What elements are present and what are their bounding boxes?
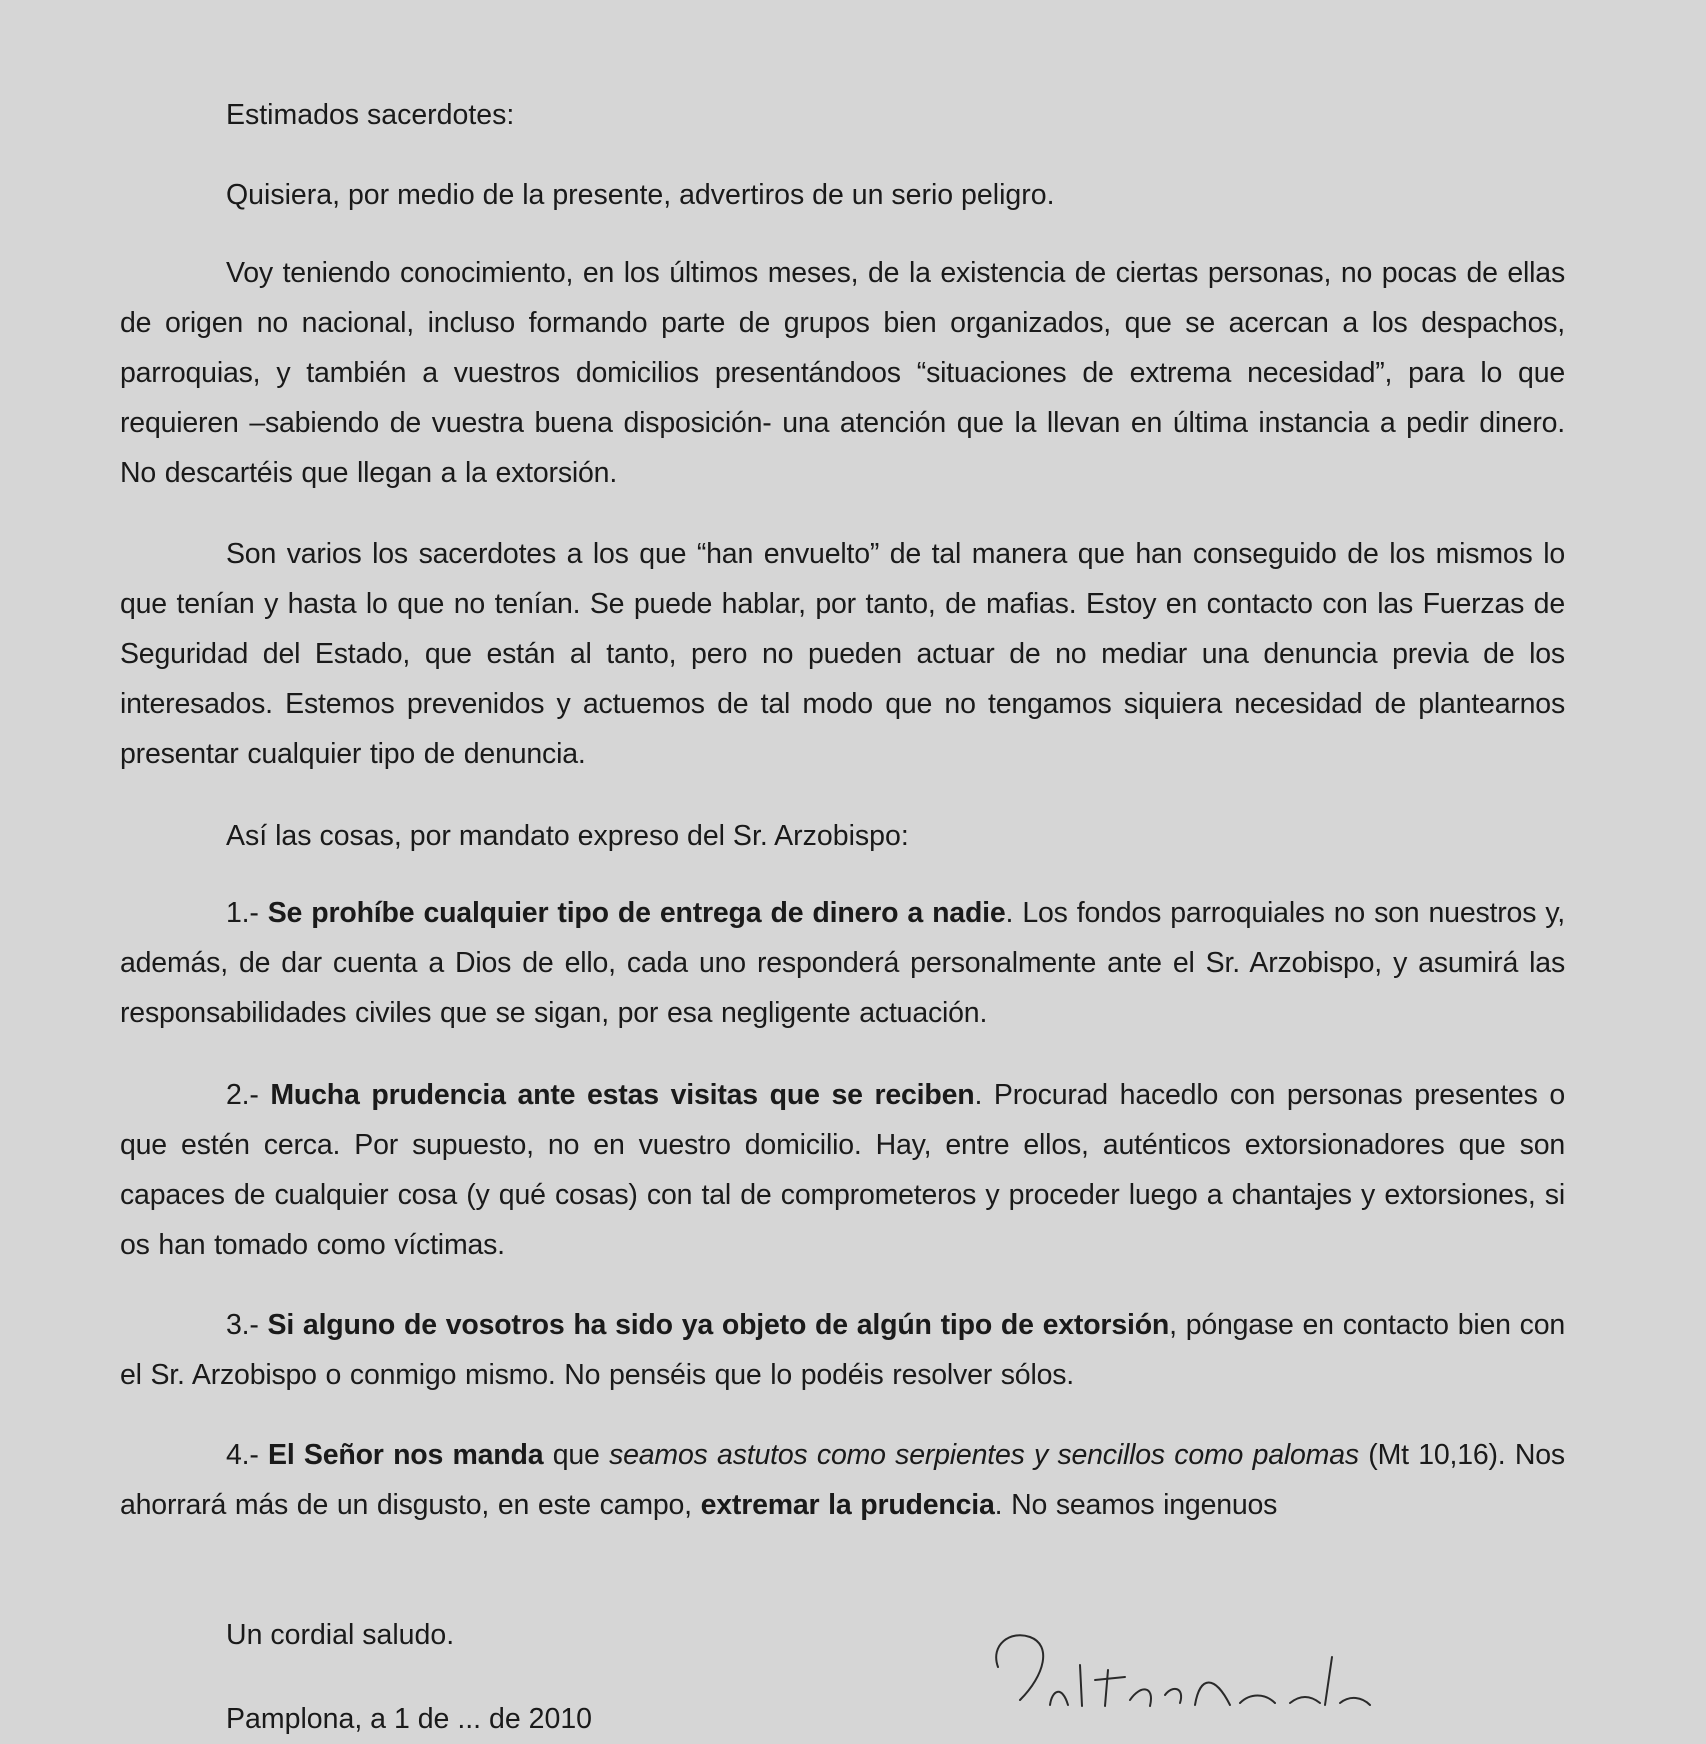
salutation: Estimados sacerdotes: xyxy=(226,99,515,131)
point-3: 3.- Si alguno de vosotros ha sido ya objeto de algún tipo de extorsión, póngase en contacto bien con el Sr. Arzobispo o conmigo mismo. No penséis que lo podéis resolver sólos. xyxy=(120,1309,1565,1391)
intro-paragraph: Quisiera, por medio de la presente, advertiros de un serio peligro. xyxy=(226,179,1055,211)
point-2-bold: Mucha prudencia ante estas visitas que se reciben xyxy=(270,1079,975,1111)
point-2: 2.- Mucha prudencia ante estas visitas que se reciben. Procurad hacedlo con personas presentes o que estén cerca. Por supuesto, no en vuestro domicilio. Hay, entre ellos, auténticos extorsionadores que son capaces de cualquier cosa (y qué cosas) con tal de comprometeros y proceder luego a chantajes y extorsiones, si os han tomado como víctimas. xyxy=(120,1079,1565,1261)
point-3-bold: Si alguno de vosotros ha sido ya objeto de algún tipo de extorsión xyxy=(267,1309,1170,1341)
point-4: 4.- El Señor nos manda que seamos astutos como serpientes y sencillos como palomas (Mt 10,16). Nos ahorrará más de un disgusto, en este campo, extremar la prudencia. No seamos ingenuos xyxy=(120,1439,1565,1521)
point-4-bold-2: extremar la prudencia xyxy=(700,1489,995,1521)
point-1: 1.- Se prohíbe cualquier tipo de entrega de dinero a nadie. Los fondos parroquiales no son nuestros y, además, de dar cuenta a Dios de ello, cada uno responderá personalmente ante el Sr. Arzobispo, y asumirá las responsabilidades civiles que se sigan, por esa negligente actuación. xyxy=(120,897,1565,1029)
date-line-clipped: Pamplona, a 1 de ... de 2010 xyxy=(226,1703,593,1735)
mandate-intro: Así las cosas, por mandato expreso del Sr. Arzobispo: xyxy=(226,820,909,852)
handwritten-signature xyxy=(990,1625,1410,1706)
paragraph-1: Voy teniendo conocimiento, en los últimos meses, de la existencia de ciertas personas, no pocas de ellas de origen no nacional, incluso formando parte de grupos bien organizados, que se acercan a los despachos, parroquias, y también a vuestros domicilios presentándoos “situaciones de extrema necesidad”, para lo que requieren –sabiendo de vuestra buena disposición- una atención que la llevan en última instancia a pedir dinero. No descartéis que llegan a la extorsión. xyxy=(120,257,1565,489)
point-4-bold: El Señor nos manda xyxy=(268,1439,544,1471)
point-1-bold: Se prohíbe cualquier tipo de entrega de dinero a nadie xyxy=(267,897,1006,929)
paragraph-2: Son varios los sacerdotes a los que “han envuelto” de tal manera que han conseguido de los mismos lo que tenían y hasta lo que no tenían. Se puede hablar, por tanto, de mafias. Estoy en contacto con las Fuerzas de Seguridad del Estado, que están al tanto, pero no pueden actuar de no mediar una denuncia previa de los interesados. Estemos prevenidos y actuemos de tal modo que no tengamos siquiera necesidad de plantearnos presentar cualquier tipo de denuncia. xyxy=(120,538,1565,770)
point-4-quote: seamos astutos como serpientes y sencillos como palomas xyxy=(609,1439,1359,1471)
closing: Un cordial saludo. xyxy=(226,1619,455,1651)
